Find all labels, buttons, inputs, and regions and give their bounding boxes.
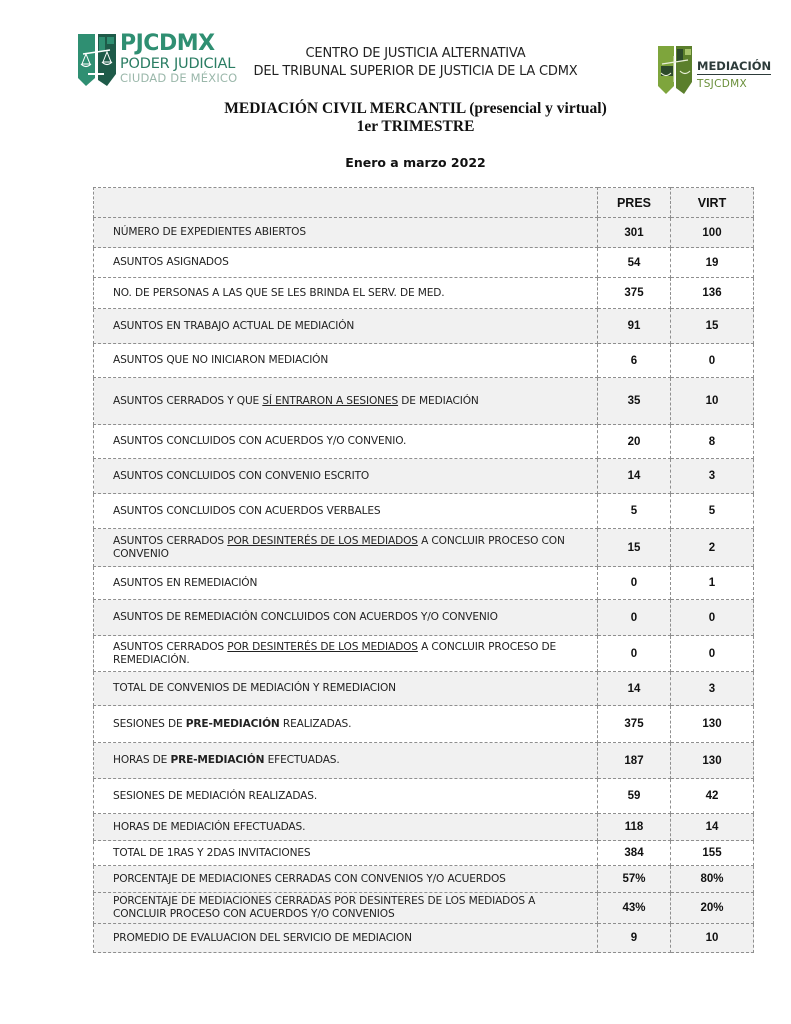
virt-value: 19 xyxy=(671,248,754,278)
row-label: ASUNTOS QUE NO INICIARON MEDIACIÓN xyxy=(94,344,598,378)
row-label: ASUNTOS CONCLUIDOS CON ACUERDOS VERBALES xyxy=(94,494,598,529)
row-label: ASUNTOS CONCLUIDOS CON CONVENIO ESCRITO xyxy=(94,459,598,494)
row-label: ASUNTOS CONCLUIDOS CON ACUERDOS Y/O CONVENIO. xyxy=(94,425,598,459)
pres-value: 20 xyxy=(598,425,671,459)
mediacion-shield-icon xyxy=(658,46,692,94)
virt-value: 10 xyxy=(671,924,754,953)
column-header-virt: VIRT xyxy=(671,188,754,218)
row-label-suffix: REALIZADAS. xyxy=(279,717,352,730)
document-subtitle: 1er TRIMESTRE xyxy=(356,118,475,135)
pres-value: 0 xyxy=(598,567,671,600)
table-row xyxy=(94,779,754,814)
row-label-prefix: SESIONES DE xyxy=(113,717,186,730)
mediacion-logo xyxy=(658,46,778,96)
table-row xyxy=(94,567,754,600)
pres-value: 384 xyxy=(598,841,671,866)
table-row xyxy=(94,248,754,278)
table-row xyxy=(94,743,754,779)
row-label: SESIONES DE MEDIACIÓN REALIZADAS. xyxy=(94,779,598,814)
row-label: ASUNTOS EN TRABAJO ACTUAL DE MEDIACIÓN xyxy=(94,309,598,344)
virt-value: 20% xyxy=(671,893,754,924)
document-title: MEDIACIÓN CIVIL MERCANTIL (presencial y virtual) xyxy=(224,100,607,117)
row-label xyxy=(94,378,598,425)
pres-value: 59 xyxy=(598,779,671,814)
table-row xyxy=(94,866,754,893)
virt-value: 130 xyxy=(671,706,754,743)
row-label: NÚMERO DE EXPEDIENTES ABIERTOS xyxy=(94,218,598,248)
pres-value: 375 xyxy=(598,706,671,743)
pres-value: 301 xyxy=(598,218,671,248)
row-label-prefix: ASUNTOS CERRADOS Y QUE xyxy=(113,394,263,407)
virt-value: 80% xyxy=(671,866,754,893)
virt-value: 0 xyxy=(671,636,754,672)
row-label: PROMEDIO DE EVALUACION DEL SERVICIO DE MEDIACION xyxy=(94,924,598,953)
table-row xyxy=(94,636,754,672)
virt-value: 130 xyxy=(671,743,754,779)
ciudad-de-mexico-text: CIUDAD DE MÉXICO xyxy=(120,71,238,85)
virt-value: 15 xyxy=(671,309,754,344)
row-label: PORCENTAJE DE MEDIACIONES CERRADAS POR DESINTERES DE LOS MEDIADOS A CONCLUIR PROCESO CON ACUERDOS Y/O CONVENIOS xyxy=(94,893,598,924)
row-label: TOTAL DE 1RAS Y 2DAS INVITACIONES xyxy=(94,841,598,866)
table-row xyxy=(94,893,754,924)
institution-line-2: DEL TRIBUNAL SUPERIOR DE JUSTICIA DE LA CDMX xyxy=(253,64,578,79)
row-label: ASUNTOS ASIGNADOS xyxy=(94,248,598,278)
row-label-underlined: POR DESINTERÉS DE LOS MEDIADOS xyxy=(227,534,418,547)
table-row xyxy=(94,814,754,841)
table-row xyxy=(94,459,754,494)
row-label xyxy=(94,529,598,567)
virt-value: 0 xyxy=(671,600,754,636)
pres-value: 35 xyxy=(598,378,671,425)
pres-value: 5 xyxy=(598,494,671,529)
pres-value: 187 xyxy=(598,743,671,779)
row-label-prefix: ASUNTOS CERRADOS xyxy=(113,640,228,653)
pres-value: 0 xyxy=(598,636,671,672)
virt-value: 3 xyxy=(671,459,754,494)
virt-value: 155 xyxy=(671,841,754,866)
virt-value: 3 xyxy=(671,672,754,706)
row-label-suffix: A CONCLUIR PROCESO CON CONVENIO xyxy=(113,534,565,560)
tsjcdmx-text: TSJCDMX xyxy=(697,78,747,90)
statistics-table xyxy=(93,187,754,953)
row-label: ASUNTOS DE REMEDIACIÓN CONCLUIDOS CON ACUERDOS Y/O CONVENIO xyxy=(94,600,598,636)
table-row xyxy=(94,278,754,309)
table-row xyxy=(94,841,754,866)
table-row xyxy=(94,494,754,529)
pres-value: 9 xyxy=(598,924,671,953)
virt-value: 2 xyxy=(671,529,754,567)
row-label-suffix: A CONCLUIR PROCESO DE REMEDIACIÓN. xyxy=(113,640,557,666)
row-label: PORCENTAJE DE MEDIACIONES CERRADAS CON CONVENIOS Y/O ACUERDOS xyxy=(94,866,598,893)
row-label-prefix: HORAS DE xyxy=(113,754,171,766)
table-row xyxy=(94,344,754,378)
virt-value: 8 xyxy=(671,425,754,459)
pres-value: 0 xyxy=(598,600,671,636)
pres-value: 91 xyxy=(598,309,671,344)
table-row xyxy=(94,378,754,425)
poder-judicial-text: PODER JUDICIAL xyxy=(120,56,236,72)
row-label-suffix: EFECTUADAS. xyxy=(264,754,340,766)
row-label xyxy=(94,743,598,779)
virt-value: 42 xyxy=(671,779,754,814)
row-label xyxy=(94,706,598,743)
row-label-underlined: POR DESINTERÉS DE LOS MEDIADOS xyxy=(227,640,418,653)
row-label: ASUNTOS EN REMEDIACIÓN xyxy=(94,567,598,600)
row-label-suffix: DE MEDIACIÓN xyxy=(398,394,479,407)
row-label-underlined: SÍ ENTRARON A SESIONES xyxy=(262,394,399,407)
column-header-pres: PRES xyxy=(598,188,671,218)
row-label-prefix: ASUNTOS CERRADOS xyxy=(113,534,228,547)
virt-value: 0 xyxy=(671,344,754,378)
row-label: TOTAL DE CONVENIOS DE MEDIACIÓN Y REMEDIACION xyxy=(94,672,598,706)
pres-value: 54 xyxy=(598,248,671,278)
mediacion-brand: MEDIACIÓN xyxy=(697,59,772,73)
table-row xyxy=(94,672,754,706)
pres-value: 57% xyxy=(598,866,671,893)
institution-line-1: CENTRO DE JUSTICIA ALTERNATIVA xyxy=(305,46,526,61)
table-row xyxy=(94,218,754,248)
table-row xyxy=(94,425,754,459)
table-row xyxy=(94,706,754,743)
pres-value: 375 xyxy=(598,278,671,309)
row-label: HORAS DE MEDIACIÓN EFECTUADAS. xyxy=(94,814,598,841)
pres-value: 14 xyxy=(598,459,671,494)
table-row xyxy=(94,309,754,344)
virt-value: 100 xyxy=(671,218,754,248)
pres-value: 6 xyxy=(598,344,671,378)
virt-value: 10 xyxy=(671,378,754,425)
pres-value: 118 xyxy=(598,814,671,841)
row-label-bold: PRE-MEDIACIÓN xyxy=(185,717,280,730)
virt-value: 5 xyxy=(671,494,754,529)
row-label: NO. DE PERSONAS A LAS QUE SE LES BRINDA EL SERV. DE MED. xyxy=(94,278,598,309)
table-row xyxy=(94,600,754,636)
period-label: Enero a marzo 2022 xyxy=(345,155,486,170)
pjcdmx-brand: PJCDMX xyxy=(120,31,215,56)
table-header-row xyxy=(94,188,754,218)
table-row xyxy=(94,529,754,567)
row-label xyxy=(94,636,598,672)
row-label-bold: PRE-MEDIACIÓN xyxy=(170,754,265,766)
virt-value: 1 xyxy=(671,567,754,600)
pres-value: 43% xyxy=(598,893,671,924)
virt-value: 14 xyxy=(671,814,754,841)
table-row xyxy=(94,924,754,953)
column-header-label xyxy=(94,188,598,218)
pres-value: 15 xyxy=(598,529,671,567)
pres-value: 14 xyxy=(598,672,671,706)
virt-value: 136 xyxy=(671,278,754,309)
